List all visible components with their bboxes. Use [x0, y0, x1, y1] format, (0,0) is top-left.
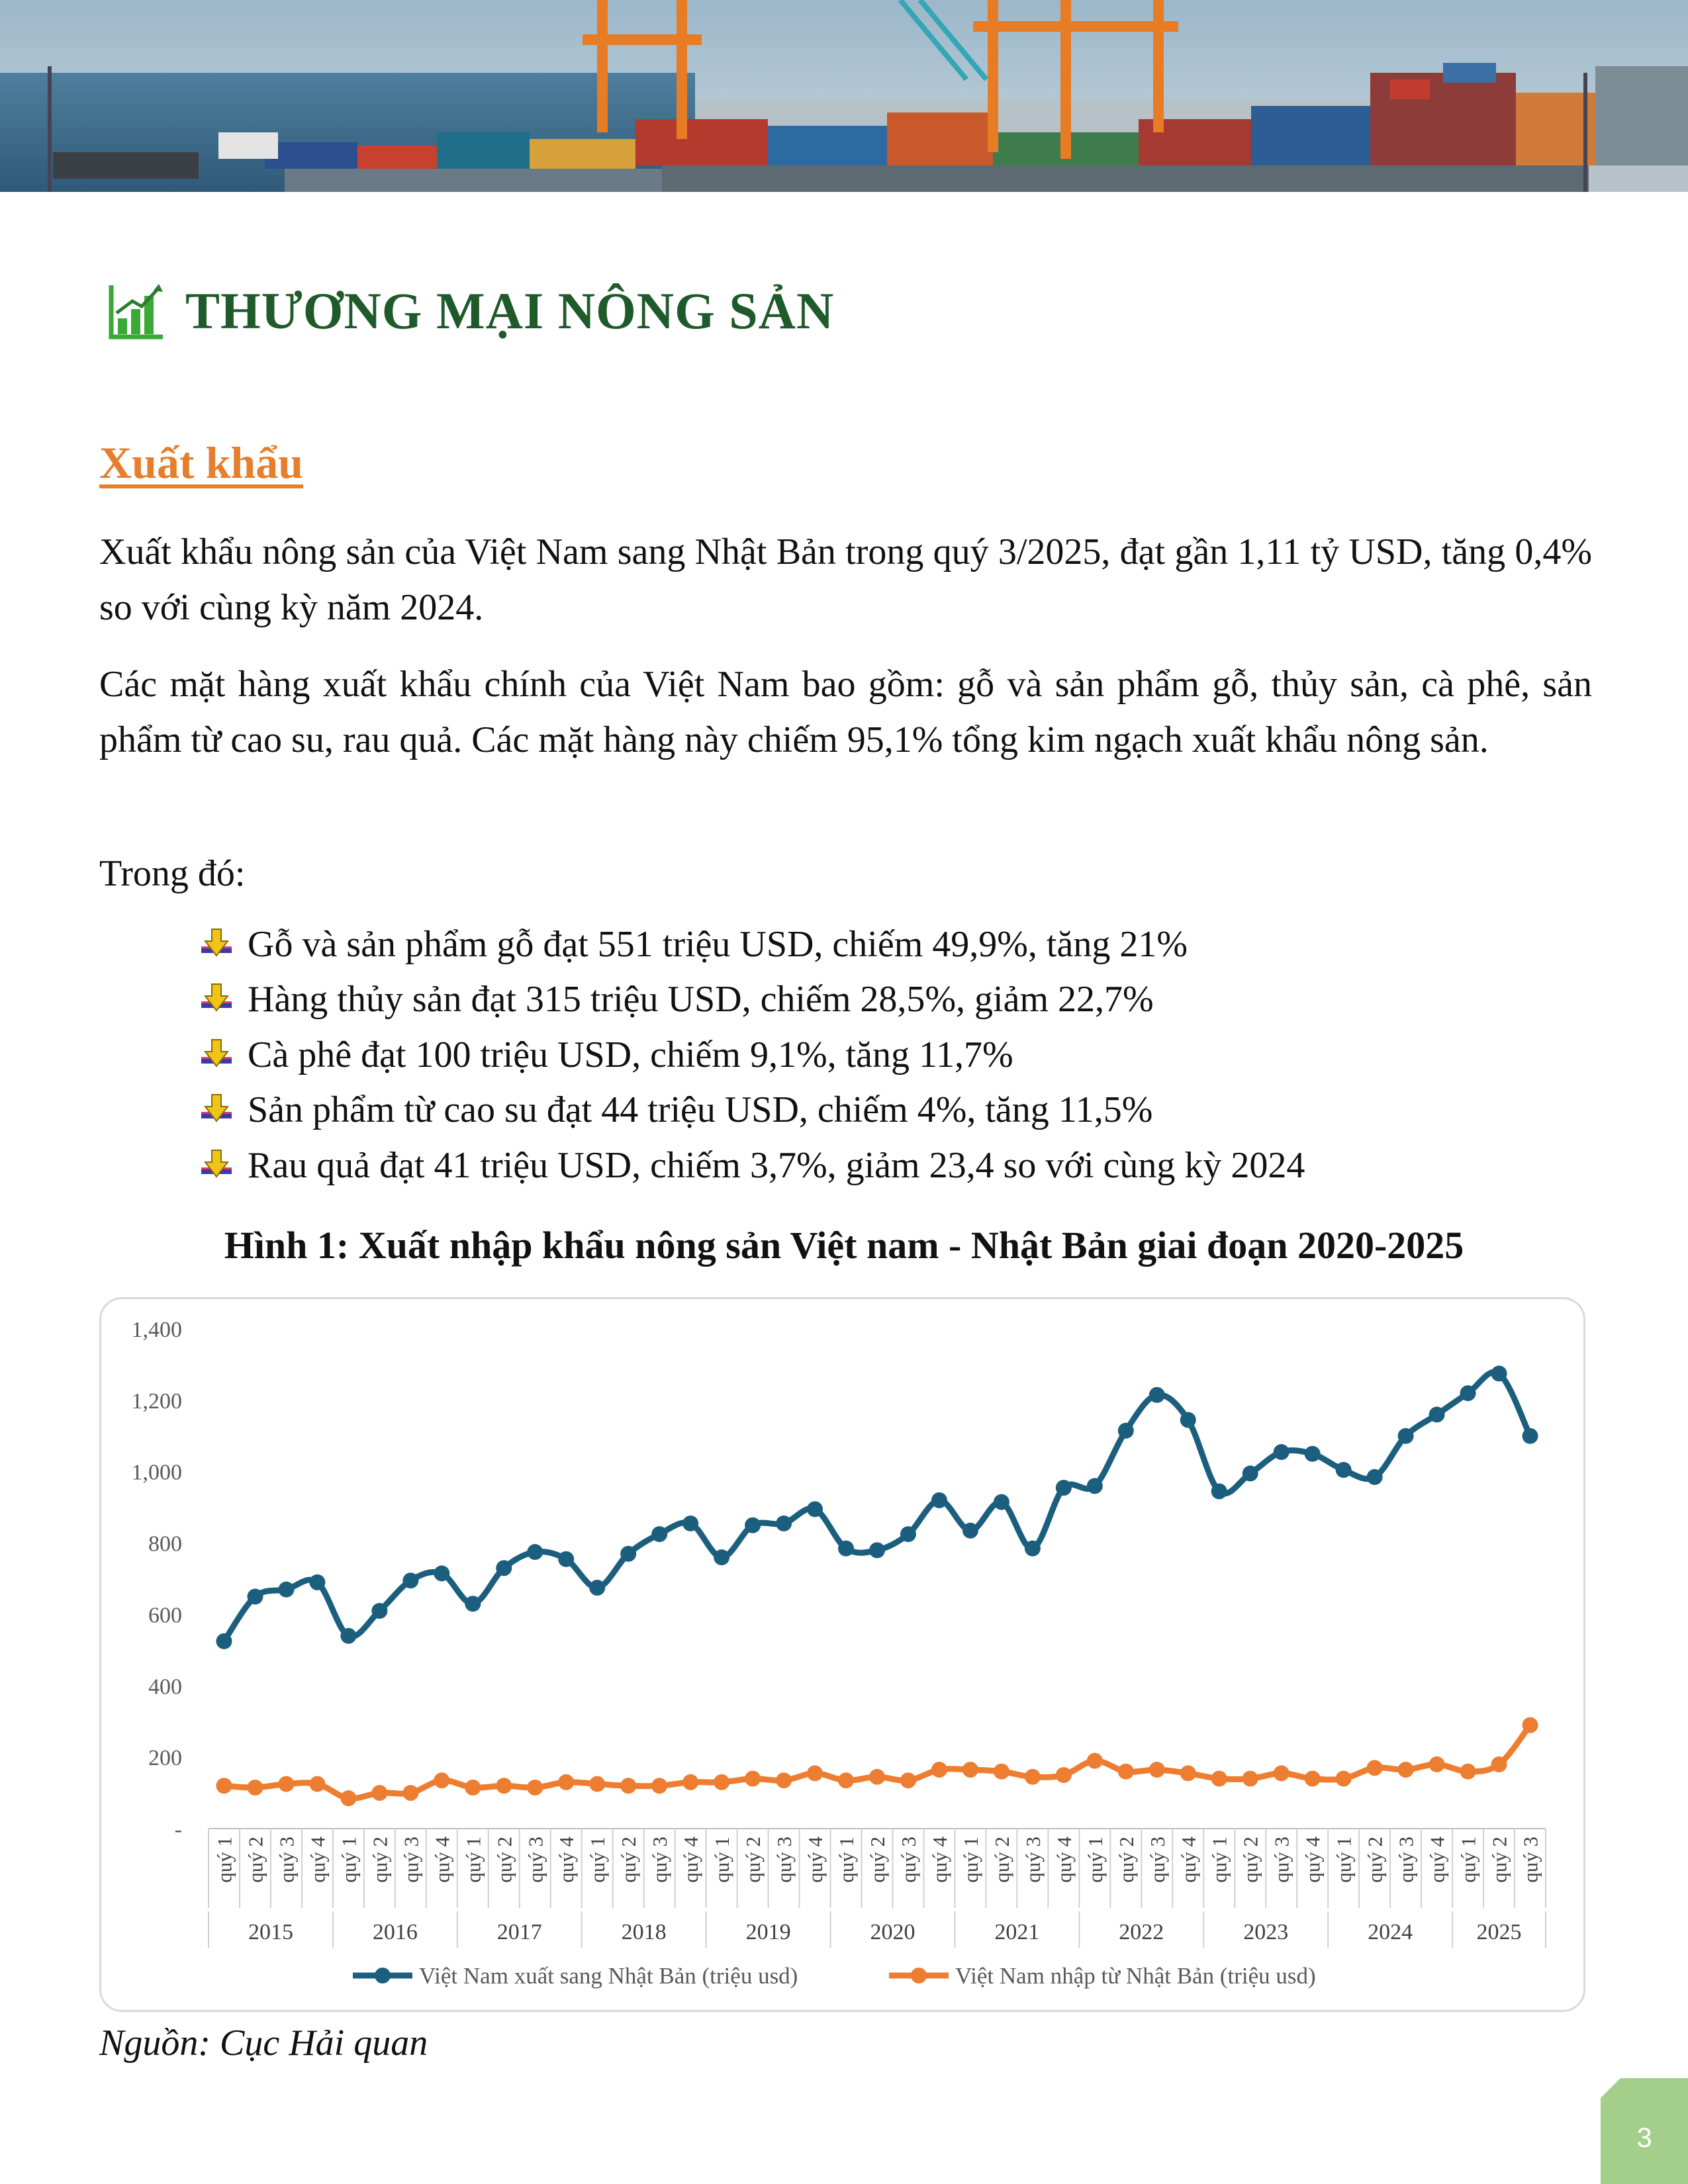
y-tick-label: 1,200 [131, 1388, 182, 1414]
legend-swatch-marker [911, 1968, 927, 1983]
data-point-export [402, 1572, 418, 1588]
y-tick-label: - [174, 1817, 182, 1842]
y-tick-label: 400 [148, 1674, 182, 1700]
quarter-tick-label: quý 1 [212, 1837, 236, 1883]
data-point-import [807, 1765, 823, 1781]
data-point-export [994, 1494, 1009, 1510]
data-point-import [1491, 1756, 1507, 1772]
data-point-export [931, 1492, 947, 1508]
data-point-import [558, 1774, 574, 1790]
year-label: 2025 [1476, 1920, 1522, 1944]
quarter-tick-label: quý 4 [555, 1837, 579, 1883]
year-label: 2024 [1368, 1920, 1413, 1944]
year-label: 2018 [621, 1920, 667, 1944]
source-note: Nguồn: Cục Hải quan [99, 2023, 428, 2064]
quarter-tick-label: quý 2 [1363, 1837, 1387, 1883]
quarter-tick-label: quý 2 [617, 1837, 641, 1883]
data-point-export [1336, 1462, 1352, 1478]
arrow-down-bullet-icon [199, 1037, 234, 1073]
quarter-tick-label: quý 4 [1052, 1837, 1076, 1883]
data-point-export [682, 1516, 698, 1531]
data-point-export [776, 1516, 792, 1531]
year-label: 2016 [372, 1920, 418, 1944]
data-point-import [247, 1780, 263, 1796]
data-point-export [1056, 1480, 1072, 1496]
bullet-text: Cà phê đạt 100 triệu USD, chiếm 9,1%, tăng 11,7% [248, 1034, 1013, 1075]
quarter-tick-label: quý 1 [1456, 1837, 1480, 1883]
data-point-import [371, 1785, 387, 1801]
quarter-tick-label: quý 2 [368, 1837, 392, 1883]
data-point-export [309, 1574, 325, 1590]
data-point-export [1243, 1465, 1258, 1481]
data-point-import [589, 1776, 605, 1792]
data-point-export [1491, 1365, 1507, 1381]
year-label: 2020 [870, 1920, 915, 1944]
series-line-import [224, 1725, 1530, 1799]
legend-label: Việt Nam nhập từ Nhật Bản (triệu usd) [955, 1963, 1316, 1989]
data-point-export [465, 1596, 481, 1612]
data-point-export [558, 1551, 574, 1567]
quarter-tick-label: quý 4 [804, 1837, 827, 1883]
data-point-export [371, 1603, 387, 1619]
year-label: 2022 [1119, 1920, 1164, 1944]
data-point-import [216, 1778, 232, 1794]
quarter-tick-label: quý 1 [959, 1837, 982, 1883]
data-point-export [340, 1628, 356, 1644]
arrow-down-bullet-icon [199, 1148, 234, 1183]
data-point-export [1087, 1478, 1103, 1494]
bullet-text: Rau quả đạt 41 triệu USD, chiếm 3,7%, giảm 23,4 so với cùng kỳ 2024 [248, 1144, 1305, 1186]
quarter-tick-label: quý 4 [1176, 1837, 1200, 1883]
y-tick-label: 600 [148, 1603, 182, 1628]
data-point-export [527, 1544, 543, 1560]
bullet-text: Sản phẩm từ cao su đạt 44 triệu USD, chiếm 4%, tăng 11,5% [248, 1089, 1153, 1131]
line-chart [101, 1299, 1587, 2014]
data-point-export [745, 1518, 761, 1533]
header-banner-photo [0, 0, 1688, 192]
quarter-tick-label: quý 1 [835, 1837, 859, 1883]
quarter-tick-label: quý 4 [1425, 1837, 1449, 1883]
quarter-tick-label: quý 3 [1270, 1837, 1293, 1883]
data-point-import [994, 1764, 1009, 1780]
quarter-tick-label: quý 1 [1207, 1837, 1231, 1883]
data-point-export [1180, 1412, 1196, 1428]
quarter-tick-label: quý 3 [1394, 1837, 1418, 1883]
data-point-import [434, 1772, 449, 1788]
figure-caption: Hình 1: Xuất nhập khẩu nông sản Việt nam - Nhật Bản giai đoạn 2020-2025 [224, 1224, 1464, 1267]
quarter-tick-label: quý 2 [1239, 1837, 1262, 1883]
paragraph-in-which: Trong đó: [99, 853, 246, 894]
quarter-tick-label: quý 2 [1487, 1837, 1511, 1883]
quarter-tick-label: quý 3 [275, 1837, 299, 1883]
list-item [199, 1138, 1305, 1193]
data-point-import [776, 1772, 792, 1788]
data-point-import [620, 1778, 636, 1794]
quarter-tick-label: quý 2 [492, 1837, 516, 1883]
data-point-import [1336, 1771, 1352, 1787]
data-point-import [1087, 1753, 1103, 1769]
list-item [199, 1027, 1305, 1083]
product-bullet-list [199, 917, 1305, 1193]
quarter-tick-label: quý 3 [773, 1837, 796, 1883]
data-point-export [1149, 1387, 1165, 1403]
data-point-import [1056, 1767, 1072, 1783]
quarter-tick-label: quý 3 [399, 1837, 423, 1883]
data-point-export [869, 1542, 885, 1558]
data-point-export [496, 1560, 512, 1576]
data-point-import [402, 1785, 418, 1801]
data-point-import [838, 1772, 854, 1788]
data-point-import [1243, 1771, 1258, 1787]
data-point-import [869, 1769, 885, 1785]
data-point-export [216, 1633, 232, 1649]
data-point-import [1274, 1765, 1289, 1781]
quarter-tick-label: quý 2 [1114, 1837, 1138, 1883]
data-point-export [1460, 1385, 1476, 1401]
data-point-import [682, 1774, 698, 1790]
data-point-import [962, 1762, 978, 1778]
data-point-export [589, 1580, 605, 1596]
data-point-export [1211, 1483, 1227, 1499]
data-point-import [651, 1778, 667, 1794]
data-point-export [1429, 1406, 1445, 1422]
data-point-export [900, 1526, 916, 1542]
data-point-export [247, 1588, 263, 1604]
line-chart-container [99, 1297, 1585, 2012]
page-number: 3 [1636, 2122, 1652, 2153]
y-tick-label: 1,000 [131, 1460, 182, 1485]
quarter-tick-label: quý 3 [524, 1837, 547, 1883]
list-item [199, 917, 1305, 972]
data-point-import [278, 1776, 294, 1792]
data-point-export [620, 1546, 636, 1562]
y-tick-label: 1,400 [131, 1318, 182, 1342]
section-heading-export: Xuất khẩu [99, 437, 304, 488]
bullet-text: Gỗ và sản phẩm gỗ đạt 551 triệu USD, chiếm 49,9%, tăng 21% [248, 923, 1188, 965]
list-item [199, 1083, 1305, 1138]
quarter-tick-label: quý 1 [461, 1837, 485, 1883]
data-point-import [1305, 1771, 1321, 1787]
data-point-import [1398, 1762, 1414, 1778]
data-point-import [465, 1780, 481, 1796]
y-tick-label: 800 [148, 1531, 182, 1557]
quarter-tick-label: quý 2 [244, 1837, 267, 1883]
data-point-import [1025, 1769, 1041, 1785]
data-point-export [1523, 1428, 1538, 1444]
data-point-import [1523, 1717, 1538, 1733]
data-point-export [838, 1541, 854, 1557]
data-point-export [1367, 1469, 1383, 1485]
data-point-export [962, 1523, 978, 1539]
data-point-import [309, 1776, 325, 1792]
year-label: 2023 [1243, 1920, 1289, 1944]
data-point-export [714, 1549, 729, 1565]
arrow-down-bullet-icon [199, 981, 234, 1017]
quarter-tick-label: quý 3 [1021, 1837, 1045, 1883]
data-point-import [1429, 1756, 1445, 1772]
quarter-tick-label: quý 2 [990, 1837, 1013, 1883]
series-line-export [224, 1372, 1530, 1641]
data-point-import [1180, 1765, 1196, 1781]
data-point-export [1025, 1541, 1041, 1557]
quarter-tick-label: quý 3 [1519, 1837, 1542, 1883]
quarter-tick-label: quý 2 [741, 1837, 765, 1883]
bar-chart-growth-icon [106, 281, 165, 341]
data-point-export [1274, 1444, 1289, 1460]
quarter-tick-label: quý 1 [1332, 1837, 1356, 1883]
page-title-row [106, 278, 834, 344]
year-label: 2021 [994, 1920, 1040, 1944]
quarter-tick-label: quý 3 [896, 1837, 920, 1883]
data-point-import [496, 1778, 512, 1794]
quarter-tick-label: quý 1 [337, 1837, 361, 1883]
data-point-export [1398, 1428, 1414, 1444]
data-point-import [527, 1780, 543, 1796]
data-point-import [1149, 1762, 1165, 1778]
quarter-tick-label: quý 1 [1083, 1837, 1107, 1883]
port-container-photo [0, 0, 1688, 192]
quarter-tick-label: quý 4 [1301, 1837, 1325, 1883]
data-point-export [434, 1565, 449, 1581]
quarter-tick-label: quý 4 [679, 1837, 703, 1883]
data-point-export [807, 1501, 823, 1517]
quarter-tick-label: quý 1 [710, 1837, 734, 1883]
data-point-import [340, 1790, 356, 1806]
data-point-export [651, 1526, 667, 1542]
legend-swatch-marker [375, 1968, 391, 1983]
y-tick-label: 200 [148, 1746, 182, 1771]
quarter-tick-label: quý 3 [648, 1837, 672, 1883]
data-point-import [931, 1762, 947, 1778]
quarter-tick-label: quý 4 [927, 1837, 951, 1883]
bullet-text: Hàng thủy sản đạt 315 triệu USD, chiếm 28,5%, giảm 22,7% [248, 979, 1154, 1021]
data-point-import [745, 1771, 761, 1787]
year-label: 2017 [496, 1920, 542, 1944]
data-point-export [1118, 1423, 1134, 1439]
data-point-import [1211, 1771, 1227, 1787]
data-point-export [1305, 1446, 1321, 1462]
page-title: THƯƠNG MẠI NÔNG SẢN [185, 282, 835, 340]
legend-label: Việt Nam xuất sang Nhật Bản (triệu usd) [419, 1963, 798, 1989]
data-point-export [278, 1582, 294, 1598]
quarter-tick-label: quý 3 [1145, 1837, 1169, 1883]
quarter-tick-label: quý 2 [866, 1837, 889, 1883]
arrow-down-bullet-icon [199, 927, 234, 962]
data-point-import [1118, 1764, 1134, 1780]
list-item [199, 972, 1305, 1028]
paragraph-main-products: Các mặt hàng xuất khẩu chính của Việt Nam bao gồm: gỗ và sản phẩm gỗ, thủy sản, cà phê, sản phẩm từ cao su, rau quả. Các mặt hàng này chiếm 95,1% tổng kim ngạch xuất khẩu nông sản. [99, 664, 1592, 760]
quarter-tick-label: quý 1 [586, 1837, 610, 1883]
quarter-tick-label: quý 4 [306, 1837, 330, 1883]
year-label: 2019 [745, 1920, 791, 1944]
data-point-import [1367, 1760, 1383, 1776]
quarter-tick-label: quý 4 [430, 1837, 454, 1883]
year-label: 2015 [248, 1920, 293, 1944]
data-point-import [1460, 1764, 1476, 1780]
arrow-down-bullet-icon [199, 1092, 234, 1128]
paragraph-export-summary: Xuất khẩu nông sản của Việt Nam sang Nhật Bản trong quý 3/2025, đạt gần 1,11 tỷ USD, tăng 0,4% so với cùng kỳ năm 2024. [99, 531, 1592, 628]
data-point-import [714, 1774, 729, 1790]
data-point-import [900, 1772, 916, 1788]
